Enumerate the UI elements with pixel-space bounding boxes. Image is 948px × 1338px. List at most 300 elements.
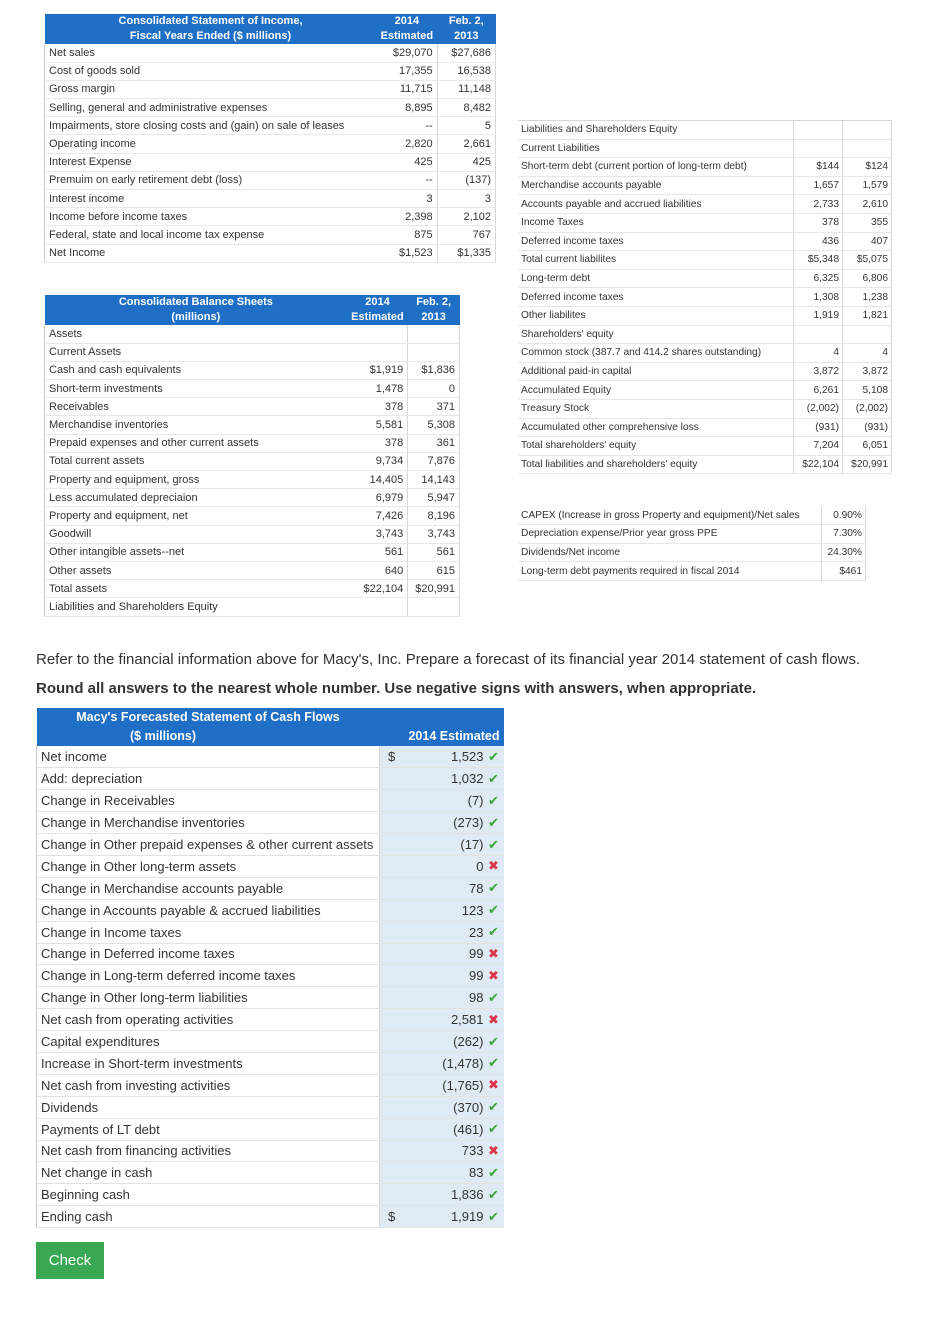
table-row [37, 812, 504, 834]
row-label: Cost of goods sold [45, 62, 377, 80]
table-row [518, 195, 892, 214]
row-label: Operating income [45, 135, 377, 153]
value-2013: 5,108 [843, 381, 892, 400]
value-2014: $144 [794, 158, 843, 177]
table-row [45, 398, 460, 416]
value-2013: $1,335 [437, 244, 495, 262]
row-label: Other liabilites [518, 306, 794, 325]
value-2013: 0 [408, 380, 460, 398]
correct-check-icon: ✔ [484, 768, 504, 790]
table-row [45, 580, 460, 598]
row-label: Capital expenditures [37, 1031, 380, 1053]
currency-symbol: $ [380, 746, 408, 768]
table-row [45, 208, 496, 226]
balance-col-2013: Feb. 2, 2013 [408, 295, 460, 325]
row-label: Change in Other prepaid expenses & other current assets [37, 834, 380, 856]
row-label: Net cash from investing activities [37, 1074, 380, 1096]
value-2014: 1,657 [794, 176, 843, 195]
value-2013: 3 [437, 190, 495, 208]
table-row [518, 344, 892, 363]
value-2014: 378 [347, 434, 408, 452]
table-row [37, 746, 504, 768]
row-label: Income before income taxes [45, 208, 377, 226]
table-row [518, 362, 892, 381]
value-2013: 4 [843, 344, 892, 363]
value-2013 [843, 121, 892, 140]
table-row [518, 251, 892, 270]
ratio-label: Depreciation expense/Prior year gross PPE [518, 525, 821, 544]
answer-field[interactable]: 1,523 [408, 746, 484, 768]
value-2013: 14,143 [408, 471, 460, 489]
value-2014: $1,919 [347, 361, 408, 379]
row-label: Income Taxes [518, 213, 794, 232]
value-2014: 4 [794, 344, 843, 363]
table-row [518, 525, 866, 544]
row-label: Change in Income taxes [37, 921, 380, 943]
currency-symbol [380, 965, 408, 987]
correct-check-icon: ✔ [484, 790, 504, 812]
table-row [45, 598, 460, 616]
ratio-value: 7.30% [821, 525, 865, 544]
table-row [45, 489, 460, 507]
currency-symbol [380, 768, 408, 790]
value-2013: 3,872 [843, 362, 892, 381]
value-2013: 561 [408, 543, 460, 561]
income-col-2013: Feb. 2, 2013 [437, 14, 495, 44]
row-label: Interest Expense [45, 153, 377, 171]
correct-check-icon: ✔ [484, 877, 504, 899]
value-2014: 1,919 [794, 306, 843, 325]
row-label: Change in Accounts payable & accrued liabilities [37, 899, 380, 921]
row-label: Goodwill [45, 525, 348, 543]
value-2013: $20,991 [843, 455, 892, 474]
value-2013: $1,836 [408, 361, 460, 379]
table-row [45, 117, 496, 135]
value-2014: $22,104 [347, 580, 408, 598]
row-label: Prepaid expenses and other current assets [45, 434, 348, 452]
row-label: Change in Long-term deferred income taxes [37, 965, 380, 987]
table-row [518, 176, 892, 195]
table-row [45, 62, 496, 80]
table-row [518, 437, 892, 456]
row-label: Net Income [45, 244, 377, 262]
row-label: Accumulated Equity [518, 381, 794, 400]
row-label: Current Assets [45, 343, 348, 361]
table-row [37, 943, 504, 965]
row-label: Current Liabilities [518, 139, 794, 158]
balance-title: Consolidated Balance Sheets (millions) [45, 295, 348, 325]
value-2013: 5 [437, 117, 495, 135]
answer-field[interactable]: 733 [408, 1140, 484, 1162]
row-label: Receivables [45, 398, 348, 416]
answer-field[interactable]: 2,581 [408, 1009, 484, 1031]
currency-symbol: $ [380, 1206, 408, 1228]
table-row [37, 899, 504, 921]
row-label: Shareholders' equity [518, 325, 794, 344]
value-2014: 11,715 [377, 80, 438, 98]
row-label: Premuim on early retirement debt (loss) [45, 171, 377, 189]
currency-symbol [380, 1184, 408, 1206]
answer-field[interactable]: 1,032 [408, 768, 484, 790]
correct-check-icon: ✔ [484, 1118, 504, 1140]
table-row [45, 543, 460, 561]
table-row [45, 80, 496, 98]
value-2013: 8,482 [437, 99, 495, 117]
value-2013: (931) [843, 418, 892, 437]
row-label: Total assets [45, 580, 348, 598]
question-text: Refer to the financial information above for Macy's, Inc. Prepare a forecast of its financial year 2014 statement of cash flows. [36, 651, 861, 668]
row-label: Impairments, store closing costs and (gain) on sale of leases [45, 117, 377, 135]
row-label: Total current liabilites [518, 251, 794, 270]
table-row [37, 1052, 504, 1074]
answer-field[interactable]: (1,478) [408, 1052, 484, 1074]
table-row [45, 380, 460, 398]
value-2013: 1,579 [843, 176, 892, 195]
table-row [37, 1206, 504, 1228]
row-label: Long-term debt [518, 269, 794, 288]
currency-symbol [380, 877, 408, 899]
row-label: Common stock (387.7 and 414.2 shares outstanding) [518, 344, 794, 363]
correct-check-icon: ✔ [484, 746, 504, 768]
row-label: Other intangible assets--net [45, 543, 348, 561]
value-2013: 361 [408, 434, 460, 452]
incorrect-x-icon: ✖ [484, 1140, 504, 1162]
table-row [37, 1162, 504, 1184]
row-label: Deferred income taxes [518, 288, 794, 307]
value-2014: -- [377, 171, 438, 189]
answer-field[interactable]: 123 [408, 899, 484, 921]
answer-field[interactable]: 83 [408, 1162, 484, 1184]
row-label: Net sales [45, 44, 377, 62]
row-label: Net cash from operating activities [37, 1009, 380, 1031]
table-row [518, 455, 892, 474]
value-2014: -- [377, 117, 438, 135]
correct-check-icon: ✔ [484, 834, 504, 856]
answer-field[interactable]: 1,919 [408, 1206, 484, 1228]
row-label: Change in Other long-term liabilities [37, 987, 380, 1009]
value-2013: 7,876 [408, 452, 460, 470]
row-label: Accumulated other comprehensive loss [518, 418, 794, 437]
value-2013: 615 [408, 561, 460, 579]
value-2014 [347, 598, 408, 616]
value-2013: 425 [437, 153, 495, 171]
value-2013: $124 [843, 158, 892, 177]
value-2013: 11,148 [437, 80, 495, 98]
table-row [45, 471, 460, 489]
value-2014: 3,743 [347, 525, 408, 543]
answer-field[interactable]: 78 [408, 877, 484, 899]
table-row [518, 543, 866, 562]
table-row [37, 877, 504, 899]
value-2014: $5,348 [794, 251, 843, 270]
cash-flow-table [36, 708, 504, 1228]
table-row [37, 1184, 504, 1206]
table-row [37, 1074, 504, 1096]
table-row [45, 153, 496, 171]
row-label: Change in Deferred income taxes [37, 943, 380, 965]
answer-field[interactable]: 98 [408, 987, 484, 1009]
value-2014: 7,204 [794, 437, 843, 456]
value-2014: 875 [377, 226, 438, 244]
value-2014: 436 [794, 232, 843, 251]
value-2013: 6,806 [843, 269, 892, 288]
table-row [518, 399, 892, 418]
currency-symbol [380, 834, 408, 856]
answer-field[interactable]: 23 [408, 921, 484, 943]
answer-field[interactable]: (273) [408, 812, 484, 834]
liabilities-equity-table [518, 120, 892, 474]
currency-symbol [380, 1074, 408, 1096]
value-2014: 5,581 [347, 416, 408, 434]
row-label: Net income [37, 746, 380, 768]
table-row [45, 434, 460, 452]
value-2014 [347, 325, 408, 343]
ratio-value: $461 [821, 562, 865, 581]
table-row [518, 121, 892, 140]
answer-field[interactable]: 99 [408, 965, 484, 987]
value-2014: 8,895 [377, 99, 438, 117]
correct-check-icon: ✔ [484, 812, 504, 834]
incorrect-x-icon: ✖ [484, 1074, 504, 1096]
value-2014: 7,426 [347, 507, 408, 525]
row-label: Total liabilities and shareholders' equity [518, 455, 794, 474]
value-2014: 2,733 [794, 195, 843, 214]
value-2014: $22,104 [794, 455, 843, 474]
value-2014: 561 [347, 543, 408, 561]
table-row [37, 1118, 504, 1140]
value-2013: 1,821 [843, 306, 892, 325]
row-label: Merchandise accounts payable [518, 176, 794, 195]
row-label: Property and equipment, net [45, 507, 348, 525]
value-2014: 425 [377, 153, 438, 171]
row-label: Total current assets [45, 452, 348, 470]
cash-flow-title: Macy's Forecasted Statement of Cash Flows [37, 708, 380, 727]
row-label: Merchandise inventories [45, 416, 348, 434]
cash-flow-col-2014: 2014 Estimated [380, 727, 504, 746]
row-label: Liabilities and Shareholders Equity [45, 598, 348, 616]
value-2013 [843, 139, 892, 158]
table-row [45, 190, 496, 208]
value-2014: 6,979 [347, 489, 408, 507]
table-row [45, 452, 460, 470]
table-row [45, 244, 496, 262]
value-2013: 2,661 [437, 135, 495, 153]
row-label: Federal, state and local income tax expense [45, 226, 377, 244]
correct-check-icon: ✔ [484, 1096, 504, 1118]
question-instructions: Round all answers to the nearest whole number. Use negative signs with answers, when appropriate. [36, 680, 757, 697]
value-2013 [843, 325, 892, 344]
value-2013: (2,002) [843, 399, 892, 418]
value-2014: 2,398 [377, 208, 438, 226]
value-2013 [408, 343, 460, 361]
answer-field[interactable]: 99 [408, 943, 484, 965]
check-button[interactable]: Check [36, 1242, 104, 1279]
value-2014: 378 [794, 213, 843, 232]
table-row [37, 790, 504, 812]
correct-check-icon: ✔ [484, 1031, 504, 1053]
row-label: Liabilities and Shareholders Equity [518, 121, 794, 140]
table-row [518, 562, 866, 581]
currency-symbol [380, 943, 408, 965]
row-label: Other assets [45, 561, 348, 579]
table-row [37, 1009, 504, 1031]
value-2013: $20,991 [408, 580, 460, 598]
balance-col-2014: 2014 Estimated [347, 295, 408, 325]
answer-field[interactable]: (7) [408, 790, 484, 812]
cash-flow-subtitle: ($ millions) [37, 727, 380, 746]
row-label: Change in Merchandise inventories [37, 812, 380, 834]
table-row [37, 834, 504, 856]
table-row [45, 135, 496, 153]
table-row [45, 416, 460, 434]
currency-symbol [380, 1096, 408, 1118]
row-label: Increase in Short-term investments [37, 1052, 380, 1074]
answer-field[interactable]: (262) [408, 1031, 484, 1053]
incorrect-x-icon: ✖ [484, 943, 504, 965]
value-2013: 5,308 [408, 416, 460, 434]
row-label: Change in Receivables [37, 790, 380, 812]
row-label: Assets [45, 325, 348, 343]
currency-symbol [380, 921, 408, 943]
value-2014: 3 [377, 190, 438, 208]
value-2014: 14,405 [347, 471, 408, 489]
correct-check-icon: ✔ [484, 1206, 504, 1228]
row-label: Add: depreciation [37, 768, 380, 790]
currency-symbol [380, 899, 408, 921]
value-2014: 6,325 [794, 269, 843, 288]
value-2013: 16,538 [437, 62, 495, 80]
row-label: Ending cash [37, 1206, 380, 1228]
value-2014 [794, 139, 843, 158]
value-2013 [408, 325, 460, 343]
table-row [37, 921, 504, 943]
currency-symbol [380, 987, 408, 1009]
currency-symbol [380, 790, 408, 812]
correct-check-icon: ✔ [484, 987, 504, 1009]
table-row [518, 232, 892, 251]
answer-field[interactable]: 0 [408, 855, 484, 877]
value-2014: 1,308 [794, 288, 843, 307]
table-row [37, 1096, 504, 1118]
income-statement-table [44, 14, 496, 263]
value-2013: 1,238 [843, 288, 892, 307]
value-2013: 767 [437, 226, 495, 244]
row-label: Payments of LT debt [37, 1118, 380, 1140]
ratio-value: 0.90% [821, 506, 865, 525]
value-2014: 17,355 [377, 62, 438, 80]
answer-field[interactable]: (461) [408, 1118, 484, 1140]
value-2013: 355 [843, 213, 892, 232]
table-row [45, 325, 460, 343]
table-row [37, 1140, 504, 1162]
table-row [518, 381, 892, 400]
row-label: Less accumulated depreciaion [45, 489, 348, 507]
value-2014: 3,872 [794, 362, 843, 381]
table-row [45, 343, 460, 361]
value-2014: 378 [347, 398, 408, 416]
row-label: Change in Other long-term assets [37, 855, 380, 877]
correct-check-icon: ✔ [484, 921, 504, 943]
value-2014 [794, 325, 843, 344]
value-2014: (2,002) [794, 399, 843, 418]
incorrect-x-icon: ✖ [484, 965, 504, 987]
row-label: Deferred income taxes [518, 232, 794, 251]
currency-symbol [380, 855, 408, 877]
income-col-2014: 2014 Estimated [377, 14, 438, 44]
balance-sheet-table [44, 295, 460, 617]
value-2014 [794, 121, 843, 140]
row-label: Property and equipment, gross [45, 471, 348, 489]
value-2014: 640 [347, 561, 408, 579]
table-row [45, 525, 460, 543]
table-row [37, 1031, 504, 1053]
answer-field[interactable]: 1,836 [408, 1184, 484, 1206]
row-label: Beginning cash [37, 1184, 380, 1206]
row-label: Dividends [37, 1096, 380, 1118]
correct-check-icon: ✔ [484, 1162, 504, 1184]
row-label: Additional paid-in capital [518, 362, 794, 381]
row-label: Accounts payable and accrued liabilities [518, 195, 794, 214]
ratio-label: Dividends/Net income [518, 543, 821, 562]
row-label: Treasury Stock [518, 399, 794, 418]
value-2014: (931) [794, 418, 843, 437]
table-row [45, 44, 496, 62]
table-row [518, 213, 892, 232]
row-label: Short-term investments [45, 380, 348, 398]
answer-field[interactable]: (1,765) [408, 1074, 484, 1096]
answer-field[interactable]: (370) [408, 1096, 484, 1118]
correct-check-icon: ✔ [484, 1184, 504, 1206]
income-title: Consolidated Statement of Income, Fiscal Years Ended ($ millions) [45, 14, 377, 44]
value-2013: 2,610 [843, 195, 892, 214]
table-row [518, 325, 892, 344]
ratio-label: Long-term debt payments required in fiscal 2014 [518, 562, 821, 581]
row-label: Interest income [45, 190, 377, 208]
value-2013: $27,686 [437, 44, 495, 62]
table-row [45, 507, 460, 525]
table-row [518, 288, 892, 307]
correct-check-icon: ✔ [484, 1052, 504, 1074]
value-2013: 407 [843, 232, 892, 251]
currency-symbol [380, 1009, 408, 1031]
incorrect-x-icon: ✖ [484, 855, 504, 877]
value-2013: (137) [437, 171, 495, 189]
table-row [518, 506, 866, 525]
row-label: Change in Merchandise accounts payable [37, 877, 380, 899]
table-row [518, 139, 892, 158]
ratio-value: 24.30% [821, 543, 865, 562]
incorrect-x-icon: ✖ [484, 1009, 504, 1031]
currency-symbol [380, 1140, 408, 1162]
table-row [518, 158, 892, 177]
table-row [37, 965, 504, 987]
answer-field[interactable]: (17) [408, 834, 484, 856]
table-row [45, 226, 496, 244]
value-2013: 8,196 [408, 507, 460, 525]
currency-symbol [380, 1118, 408, 1140]
value-2014: 1,478 [347, 380, 408, 398]
row-label: Net change in cash [37, 1162, 380, 1184]
table-row [37, 855, 504, 877]
currency-symbol [380, 812, 408, 834]
value-2013: 2,102 [437, 208, 495, 226]
row-label: Selling, general and administrative expenses [45, 99, 377, 117]
value-2013: 6,051 [843, 437, 892, 456]
row-label: Gross margin [45, 80, 377, 98]
value-2014: 6,261 [794, 381, 843, 400]
row-label: Net cash from financing activities [37, 1140, 380, 1162]
value-2013: 371 [408, 398, 460, 416]
